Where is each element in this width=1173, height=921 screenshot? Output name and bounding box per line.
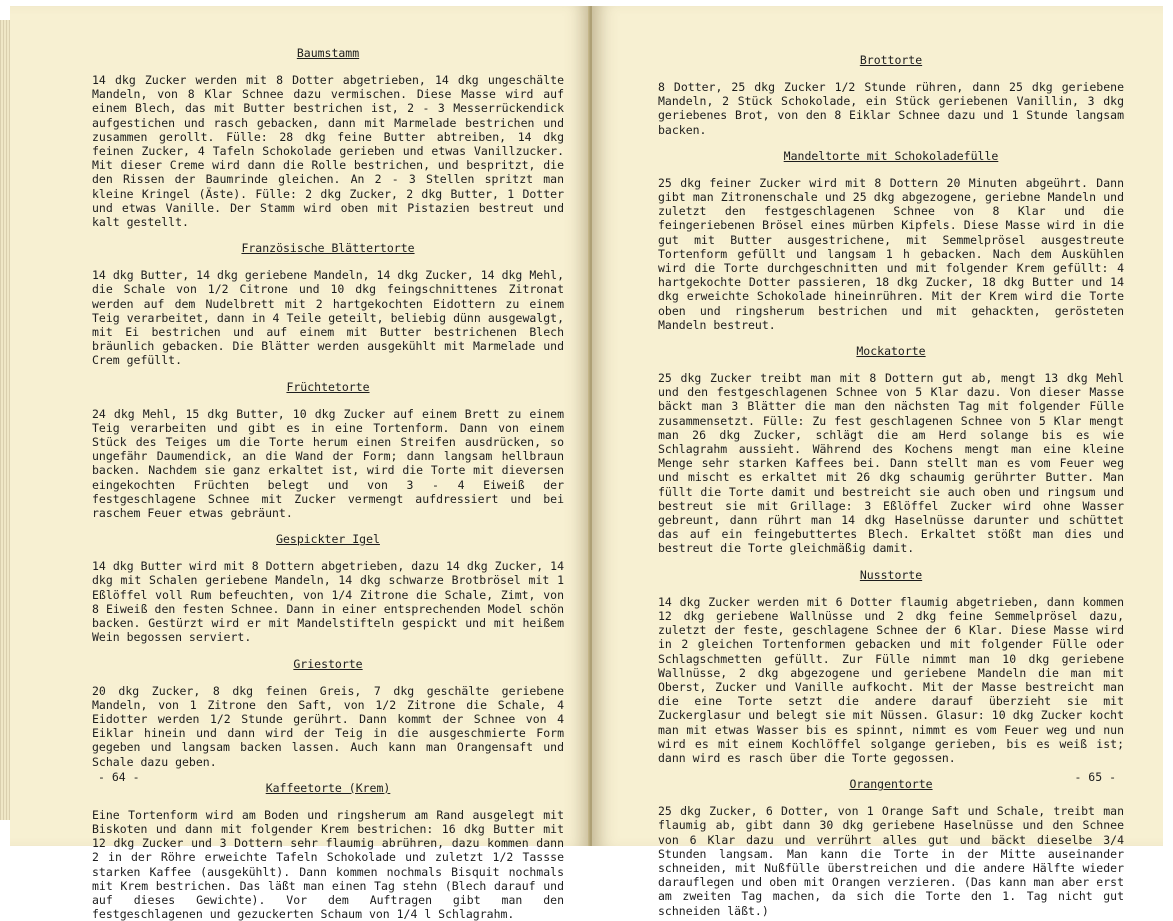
recipe-title: Orangentorte xyxy=(849,777,933,792)
recipe-text: 25 dkg Zucker treibt man mit 8 Dottern gut ab, mengt 13 dkg Mehl und den festgeschlagenen Schnee von 5 Klar dazu. Von dieser Masse bäckt man 3 Blätter die man den nächsten Tag mit folgender Fülle zusammensetzt. Fülle: Zu fest geschlagenen Schnee von 5 Klar mengt man 26 dkg Zucker, schlägt die am Herd solange bis es wie Schlagrahm aussieht. Während des Kochens mengt man eine kleine Menge sehr starken Kaffees bei. Dann stellt man es vom Feuer weg und mischt es erkaltet mit 26 dkg schaumig gerührter Butter. Man füllt die Torte damit und bestreicht sie auch oben und ringsum und bestreut sie mit Grillage: 3 Eßlöffel Zucker wird ohne Wasser gebreunt, dann rührt man 14 dkg Haselnüsse darunter und schüttet das auf ein feingebuttertes Blech. Erkaltet stößt man dies und bestreut die Torte gleichmäßig damit. xyxy=(658,371,1124,556)
recipe-baumstamm xyxy=(92,46,564,229)
recipe-text: 14 dkg Zucker werden mit 6 Dotter flaumig abgetrieben, dann kommen 12 dkg geriebene Wallnüsse und 2 dkg feine Semmelprösel dazu, zuletzt der feste, geschlagene Schnee der 6 Klar. Diese Masse wird in 2 gleichen Tortenformen gebacken und mit folgender Fülle oder Schlagschmetten gefüllt. Zur Fülle nimmt man 10 dkg geriebene Wallnüsse, 2 dkg abgezogene und geriebene Mandeln die man mit Oberst, Zucker und Vanille aufkocht. Mit der Masse bestreicht man die eine Torte setzt die andere darauf überzieht sie mit Zuckerglasur und belegt sie mit Nüssen. Glasur: 10 dkg Zucker kocht man mit etwas Wasser bis es spinnt, nimmt es vom Feuer weg und nun wird es mit einem Kochlöffel solgange gerieben, bis es weiß ist; dann wird es rasch über die Torte gegossen. xyxy=(658,594,1124,765)
recipe-kaffeetorte xyxy=(92,781,564,921)
recipe-title: Mockatorte xyxy=(856,344,926,359)
recipe-text: Eine Tortenform wird am Boden und ringsherum am Rand ausgelegt mit Biskoten und dann mit folgender Krem bestrichen: 16 dkg Butter mit 12 dkg Zucker und 3 Dottern sehr flaumig abrühren, dazu kommen dann 2 in der Röhre erweichte Tafeln Schokolade und zuletzt 1/2 Tassse starken Kaffee (ausgekühlt). Dann kommen nochmals Bisquit nochmals mit Krem bestrichen. Das läßt man einen Tag stehn (Blech darauf und auf dieses Gewichte). Vor dem Auftragen gibt man den festgeschlagenen und gezuckerten Schaum von 1/4 l Schlagrahm. xyxy=(92,807,564,921)
recipe-title: Baumstamm xyxy=(296,46,360,60)
recipe-griestorte xyxy=(92,657,564,769)
recipe-brottorte xyxy=(658,53,1124,137)
recipe-text: 25 dkg Zucker, 6 Dotter, von 1 Orange Saft und Schale, treibt man flaumig ab, gibt dann 30 dkg geriebene Haselnüsse und den Schnee von 6 Klar dazu und verrührt alles gut und bäckt dieselbe 3/4 Stunden langsam. Man kann die Torte in der Mitte auseinander schneiden, mit Nußfülle überstreichen und die andere Hälfte wieder darauflegen und oben mit Orangen verzieren. (Das kann man aber erst am zweiten Tag machen, da sich die Torte den 1. Tag nicht gut schneiden läßt.) xyxy=(658,804,1124,918)
recipe-text: 8 Dotter, 25 dkg Zucker 1/2 Stunde rühren, dann 25 dkg geriebene Mandeln, 2 Stück Schokolade, ein Stück geriebenen Vanillin, 3 dkg geriebenes Brot, von den 8 Eiklar Schnee dazu und 1 Stunde langsam backen. xyxy=(658,80,1124,137)
recipe-fruechtetorte xyxy=(92,380,564,521)
recipe-text: 14 dkg Butter wird mit 8 Dottern abgetrieben, dazu 14 dkg Zucker, 14 dkg mit Schalen geriebene Mandeln, 14 dkg schwarze Brotbrösel mit 1 Eßlöffel voll Rum befeuchten, von 1/4 Zitrone die Schale, Zimt, von 8 Eiweiß den festen Schnee. Dann in einer entsprechenden Model schön backen. Gestürzt wird er mit Mandelstifteln gespickt und mit heißem Wein begossen serviert. xyxy=(92,559,564,645)
recipe-orangentorte xyxy=(658,777,1124,918)
right-page xyxy=(592,6,1166,918)
recipe-title: Früchtetorte xyxy=(286,379,370,394)
recipe-text: 14 dkg Butter, 14 dkg geriebene Mandeln, 14 dkg Zucker, 14 dkg Mehl, die Schale von 1/2 Citrone und 10 dkg feingschnittenes Zitronat werden auf dem Nudelbrett mit 2 hartgekochten Eidottern zu einem Teig verarbeitet, dann in 4 Teile geteilt, beliebig dünn ausgewalgt, mit Ei bestrichen und auf einem mit Butter bestrichenen Blech bräunlich gebacken. Die Blätter werden ausgekühlt mit Marmelade und Crem gefüllt. xyxy=(92,268,564,368)
recipe-mandeltorte xyxy=(658,149,1124,332)
recipe-title: Französische Blättertorte xyxy=(241,241,415,256)
recipe-mockatorte xyxy=(658,344,1124,556)
recipe-gespickter-igel xyxy=(92,532,564,644)
recipe-franzoesische-blaettertorte xyxy=(92,241,564,367)
recipe-text: 25 dkg feiner Zucker wird mit 8 Dottern 20 Minuten abgeührt. Dann gibt man Zitronenschale und 25 dkg abgezogene, geriebne Mandeln und zuletzt den festgeschlagenen Schnee von 8 Klar und die feingeriebenen Brösel eines mürben Kipfels. Diese Masse wird in die gut mit Butter ausgestrichene, mit Semmelprösel ausgestreute Tortenform gefüllt und langsam 1 h gebacken. Nach dem Auskühlen wird die Torte durchgeschnitten und mit folgender Krem gefüllt: 4 hartgekochte Dotter passieren, 18 dkg Zucker, 18 dkg Butter und 14 dkg erweichte Schokolade hineinrühren. Mit der Krem wird die Torte oben und ringsherum bestrichen und mit gehackten, gerösteten Mandeln bestreut. xyxy=(658,175,1124,332)
recipe-text: 14 dkg Zucker werden mit 8 Dotter abgetrieben, 14 dkg ungeschälte Mandeln, von 8 Klar Schnee dazu vermischen. Diese Masse wird auf einem Blech, das mit Butter bestrichen ist, 2 - 3 Messerrückendick aufgestichen und rasch gebacken, dann mit Marmelade bestrichen und zusammen gerollt. Fülle: 28 dkg feine Butter abtreiben, 14 dkg feinen Zucker, 4 Tafeln Schokolade gerieben und etwas Vanillzucker. Mit dieser Creme wird dann die Rolle bestrichen, und bespritzt, die den Rissen der Baumrinde gleichen. An 2 - 3 Stellen spritzt man kleine Kringel (Äste). Fülle: 2 dkg Zucker, 2 dkg Butter, 1 Dotter und etwas Vanille. Der Stamm wird oben mit Pistazien bestreut und kalt gestellt. xyxy=(92,73,564,230)
recipe-title: Gespickter Igel xyxy=(276,532,380,547)
left-page xyxy=(10,6,590,921)
scan-margin xyxy=(1163,0,1173,853)
recipe-title: Kaffeetorte (Krem) xyxy=(265,780,391,795)
page-number: - 64 - xyxy=(98,770,140,784)
recipe-text: 24 dkg Mehl, 15 dkg Butter, 10 dkg Zucker auf einem Brett zu einem Teig verarbeiten und gibt es in eine Tortenform. Dann von einem Stück des Teiges um die Torte herum einen Streifen ausdrücken, so ungefähr Daumendick, an die Wand der Form; dann langsam hellbraun backen. Nachdem sie ganz erkaltet ist, wird die Torte mit dieversen eingekochten Früchten belegt und von 3 - 4 Eiweiß der festgeschlagene Schnee mit Zucker vermengt aufdressiert und bei raschem Feuer etwas gebräunt. xyxy=(92,406,564,521)
recipe-nusstorte xyxy=(658,568,1124,765)
recipe-title: Brottorte xyxy=(859,53,923,67)
recipe-text: 20 dkg Zucker, 8 dkg feinen Greis, 7 dkg geschälte geriebene Mandeln, von 1 Zitrone den Saft, von 1/2 Zitrone die Schale, 4 Eidotter werden 1/2 Stunde gerührt. Dann kommt der Schnee von 4 Eiklar hinein und dann wird der Teig in die ausgeschmierte Form gegeben und langsam backen lassen. Auch kann man Orangensaft und Schale dazu geben. xyxy=(92,683,564,769)
recipe-title: Griestorte xyxy=(293,656,363,671)
recipe-title: Mandeltorte mit Schokoladefülle xyxy=(783,148,999,163)
recipe-title: Nusstorte xyxy=(859,567,923,582)
page-number: - 65 - xyxy=(1074,770,1116,784)
